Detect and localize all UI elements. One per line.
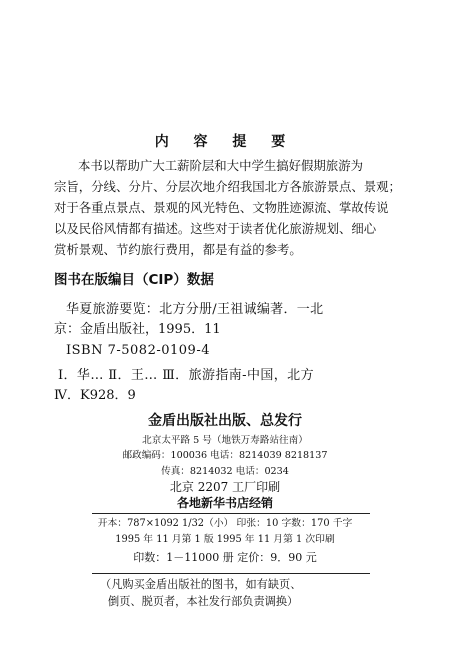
publisher-title: 金盾出版社出版、总发行 (148, 413, 302, 429)
publisher-address: 北京太平路 5 号（地铁万寿路站往南） (142, 435, 308, 446)
distributor: 各地新华书店经销 (176, 496, 273, 510)
publisher-fax: 传真：8214032 电话：0234 (161, 466, 289, 477)
cip-class-number: Ⅳ．K928．9 (54, 388, 136, 403)
cip-heading: 图书在版编目（CIP）数据 (54, 272, 214, 288)
cip-line-2: 京：金盾出版社，1995．11 (54, 322, 221, 337)
print-run-price: 印数：1－11000 册 定价：9．90 元 (133, 551, 317, 564)
divider-top (92, 513, 370, 514)
summary-line-4: 以及民俗风情都有描述。这些对于读者优化旅游规划、细心 (54, 221, 377, 236)
printer: 北京 2207 工厂印刷 (169, 480, 281, 494)
summary-line-3: 对于各重点景点、景观的风光特色、文物胜迹源流、掌故传说 (54, 200, 389, 215)
edition-spec: 1995 年 11 月第 1 版 1995 年 11 月第 1 次印刷 (115, 534, 335, 545)
cip-classification: Ⅰ．华… Ⅱ．王… Ⅲ．旅游指南-中国，北方 (58, 368, 314, 383)
cip-line-1: 华夏旅游要览：北方分册/王祖诚编著．一北 (66, 302, 324, 317)
summary-line-2: 宗旨，分线、分片、分层次地介绍我国北方各旅游景点、景观； (54, 179, 401, 194)
divider-bottom (92, 573, 370, 574)
summary-title: 内 容 提 要 (154, 134, 296, 150)
format-spec: 开本：787×1092 1/32（小） 印张：10 字数：170 千字 (97, 518, 353, 529)
summary-line-1: 本书以帮助广大工薪阶层和大中学生搞好假期旅游为 (78, 158, 363, 173)
notice-line-2: 倒页、脱页者，本社发行部负责调换） (108, 595, 299, 608)
cip-isbn: ISBN 7-5082-0109-4 (66, 343, 210, 358)
summary-line-5: 赏析景观、节约旅行费用，都是有益的参考。 (54, 242, 302, 257)
notice-line-1: （凡购买金盾出版社的图书，如有缺页、 (100, 578, 302, 591)
publisher-postal-phone: 邮政编码：100036 电话：8214039 8218137 (122, 450, 328, 461)
